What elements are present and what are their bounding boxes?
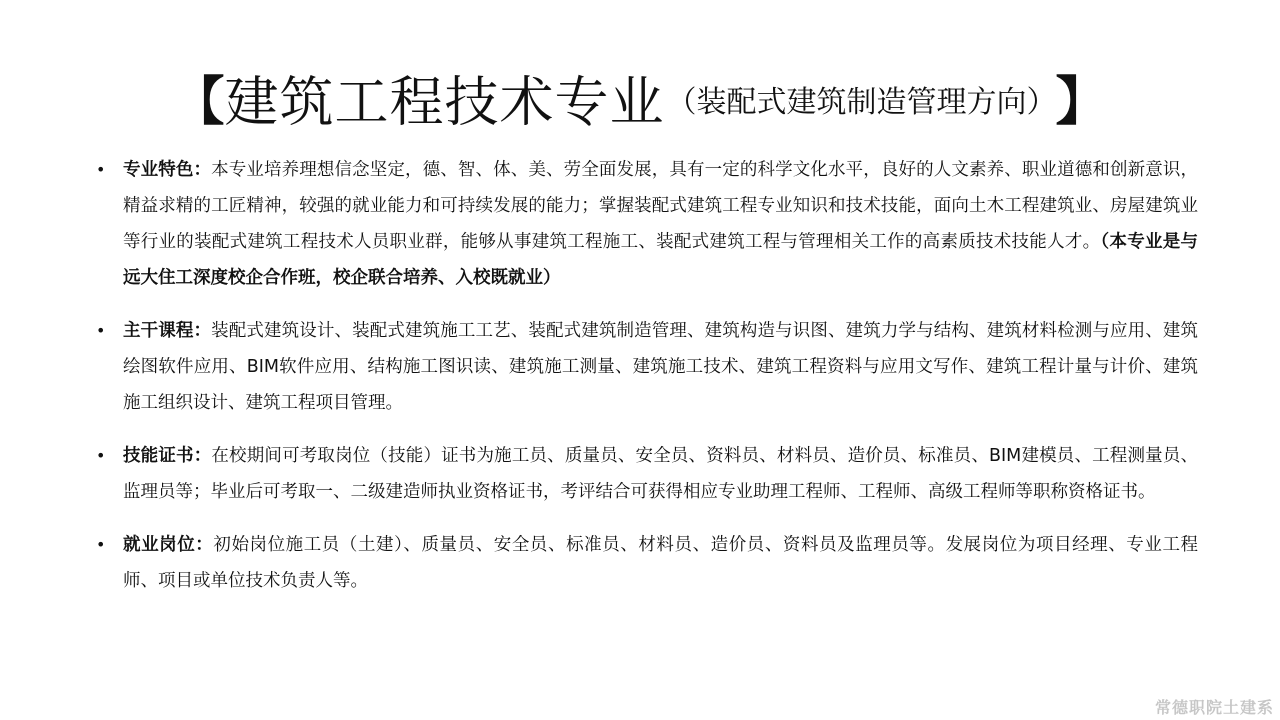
bullet-icon: • xyxy=(96,446,106,465)
bullet-list xyxy=(96,152,1198,616)
title-subtitle: （装配式建筑制造管理方向） xyxy=(666,84,1042,120)
title-main: 建筑工程技术专业 xyxy=(224,70,665,134)
certificates-label: 技能证书： xyxy=(123,446,212,466)
bullet-icon: • xyxy=(96,160,106,179)
bullet-item-courses xyxy=(96,313,1198,421)
title-close-bracket: 】 xyxy=(1055,72,1108,133)
watermark: 常德职院土建系 xyxy=(1154,698,1274,717)
bullet-item-features xyxy=(96,152,1198,296)
courses-label: 主干课程： xyxy=(123,321,212,341)
slide-title xyxy=(0,62,1280,142)
features-text: 本专业培养理想信念坚定，德、智、体、美、劳全面发展，具有一定的科学文化水平，良好的人文素养、职业道德和创新意识，精益求精的工匠精神，较强的就业能力和可持续发展的能力；掌握装配式建筑工程专业知识和技术技能，面向土木工程建筑业、房屋建筑业等行业的装配式建筑工程技术人员职业群，能够从事建筑工程施工、装配式建筑工程与管理相关工作的高素质技术技能人才。 xyxy=(123,160,1198,252)
bullet-item-certificates xyxy=(96,438,1198,510)
bullet-icon: • xyxy=(96,535,106,554)
jobs-label: 就业岗位： xyxy=(123,535,214,555)
certificates-text: 在校期间可考取岗位（技能）证书为施工员、质量员、安全员、资料员、材料员、造价员、标准员、BIM建模员、工程测量员、监理员等；毕业后可考取一、二级建造师执业资格证书，考评结合可获得相应专业助理工程师、工程师、高级工程师等职称资格证书。 xyxy=(123,446,1199,502)
courses-text: 装配式建筑设计、装配式建筑施工工艺、装配式建筑制造管理、建筑构造与识图、建筑力学与结构、建筑材料检测与应用、建筑绘图软件应用、BIM软件应用、结构施工图识读、建筑施工测量、建筑施工技术、建筑工程资料与应用文写作、建筑工程计量与计价、建筑施工组织设计、建筑工程项目管理。 xyxy=(123,321,1198,413)
title-open-bracket: 【 xyxy=(172,72,225,133)
features-label: 专业特色： xyxy=(123,160,212,180)
bullet-icon: • xyxy=(96,321,106,340)
jobs-text: 初始岗位施工员（土建）、质量员、安全员、标准员、材料员、造价员、资料员及监理员等。发展岗位为项目经理、专业工程师、项目或单位技术负责人等。 xyxy=(123,535,1199,591)
features-note: （本专业是与远大住工深度校企合作班，校企联合培养、入校既就业） xyxy=(123,232,1199,288)
bullet-item-jobs xyxy=(96,527,1198,599)
